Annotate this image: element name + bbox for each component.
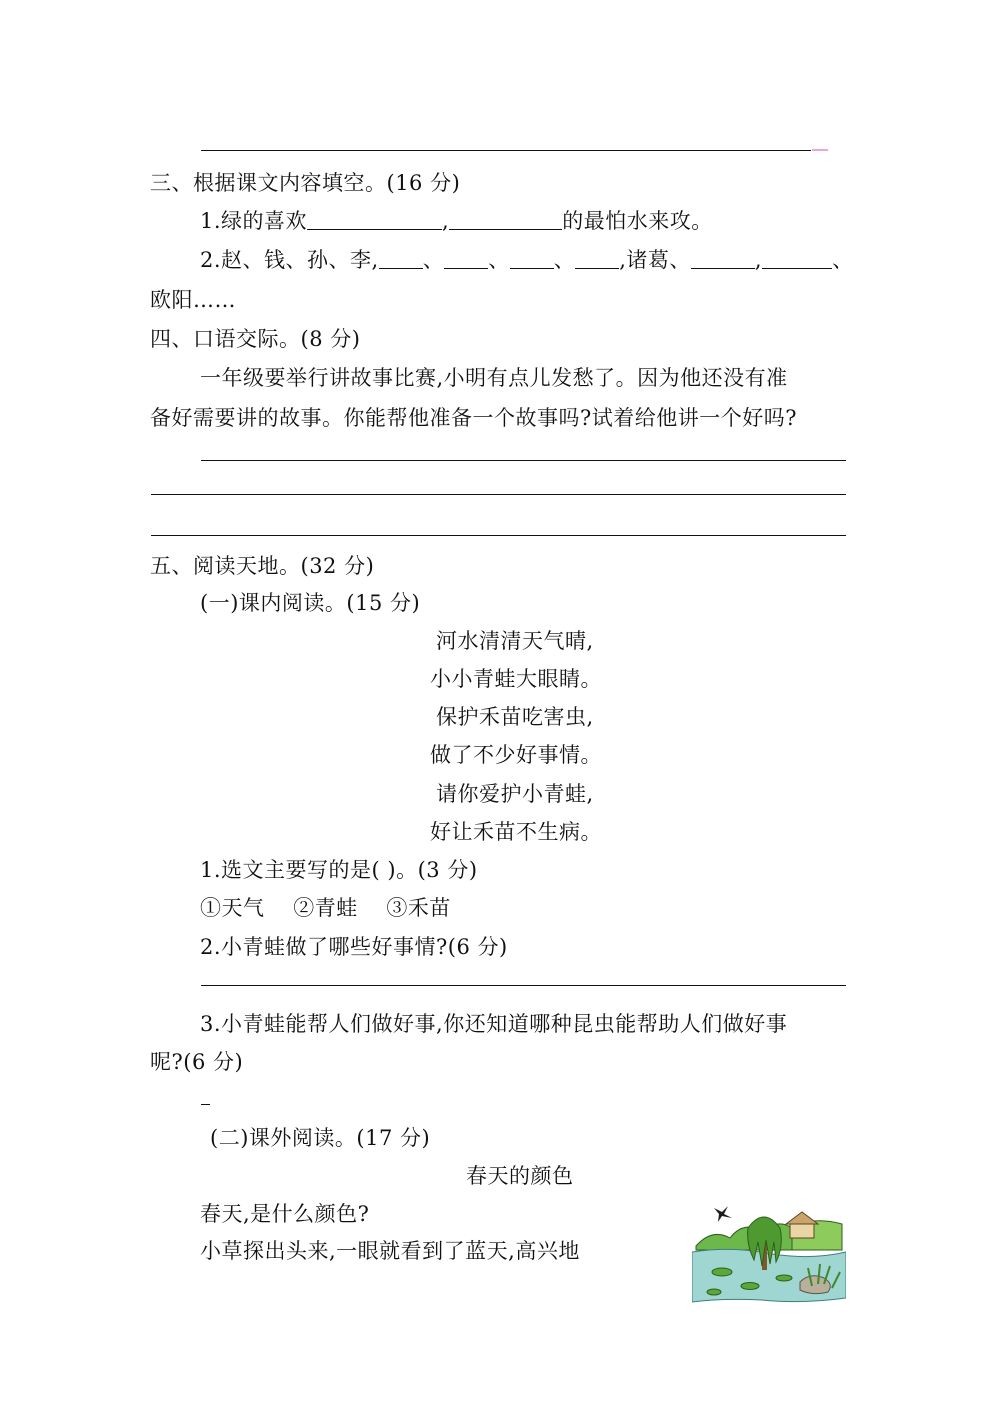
poem-line-6: 好让禾苗不生病。 [430,820,602,844]
q1-sep: , [442,209,450,233]
answer-line-s4-2[interactable] [151,494,846,495]
q1-part2: 的最怕水来攻。 [562,209,713,233]
q2-blank-2[interactable] [444,248,488,269]
illustration-svg [692,1198,846,1304]
answer-mark-q3[interactable] [201,1104,210,1105]
answer-line-q2[interactable] [201,985,846,986]
section4-heading: 四、口语交际。(8 分) [150,327,361,351]
poem-line-2: 小小青蛙大眼睛。 [430,667,602,691]
q2-blank-1[interactable] [379,248,423,269]
q2-blank-4[interactable] [575,248,619,269]
poem-line-5: 请你爱护小青蛙, [436,782,594,806]
section3-q1 [200,207,713,235]
q2-part2: 诸葛、 [626,248,691,272]
q1-blank-2[interactable] [449,209,562,230]
q2-end: 、 [832,248,854,272]
spring-pond-illustration [692,1198,846,1304]
section3-q2-cont: 欧阳…… [150,288,236,312]
q2-blank-5[interactable] [691,248,755,269]
part2-title: 春天的颜色 [466,1164,574,1188]
part2-heading: (二)课外阅读。(17 分) [210,1126,431,1150]
q2-blank-3[interactable] [510,248,554,269]
q2-comma-2: , [754,248,763,272]
part1-q1-options: ①天气 ②青蛙 ③禾苗 [200,896,451,920]
answer-line-top [201,150,811,151]
part2-line1: 春天,是什么颜色? [200,1202,370,1226]
section5-heading: 五、阅读天地。(32 分) [150,554,375,578]
q2-comma: , [619,248,627,272]
poem-line-4: 做了不少好事情。 [430,743,602,767]
q2-dun-2: 、 [488,248,510,272]
poem-line-3: 保护禾苗吃害虫, [436,705,594,729]
poem-line-1: 河水清清天气晴, [436,629,594,653]
q1-blank-1[interactable] [307,209,442,230]
q2-blank-6[interactable] [762,248,832,269]
answer-line-s4-3[interactable] [151,535,846,536]
section4-line2: 备好需要讲的故事。你能帮他准备一个故事吗?试着给他讲一个好吗? [150,406,798,430]
part1-q1: 1.选文主要写的是( )。(3 分) [200,858,478,882]
q2-part1: 2.赵、钱、孙、李, [200,248,379,272]
part1-q2: 2.小青蛙做了哪些好事情?(6 分) [200,935,508,959]
part1-q3-line1: 3.小青蛙能帮人们做好事,你还知道哪种昆虫能帮助人们做好事 [200,1012,788,1036]
q2-dun-1: 、 [422,248,445,272]
part1-q3-line2: 呢?(6 分) [150,1050,244,1074]
section3-heading: 三、根据课文内容填空。(16 分) [150,171,461,195]
answer-line-s4-1[interactable] [201,460,846,461]
section4-line1: 一年级要举行讲故事比赛,小明有点儿发愁了。因为他还没有准 [200,366,788,390]
q2-dun-3: 、 [553,248,576,272]
part2-line2: 小草探出头来,一眼就看到了蓝天,高兴地 [200,1239,580,1263]
section3-q2 [200,246,854,274]
pink-mark [812,149,828,151]
part1-heading: (一)课内阅读。(15 分) [200,591,421,615]
q1-part1: 1.绿的喜欢 [200,209,308,233]
